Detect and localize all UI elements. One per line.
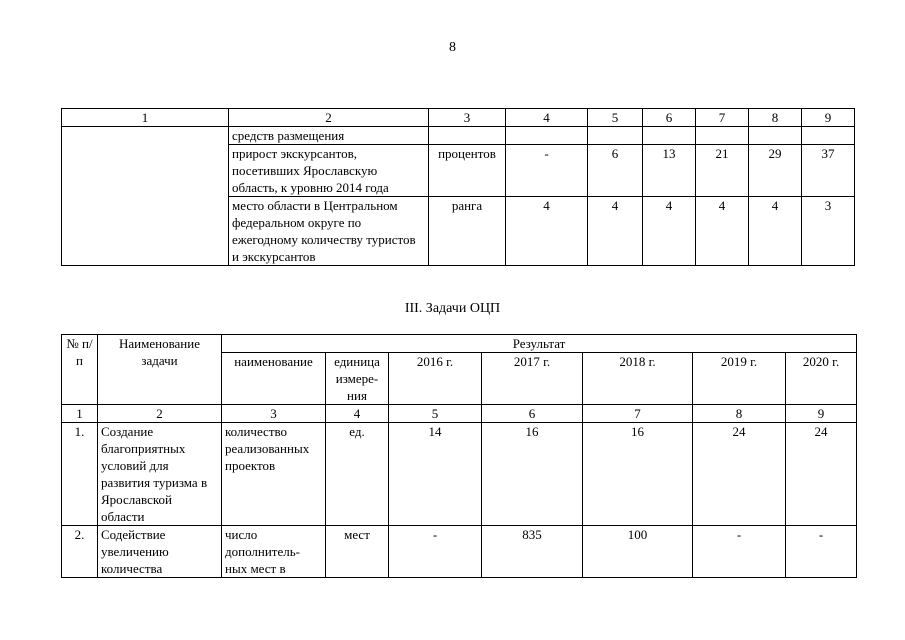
col-number: 6 [643, 109, 696, 127]
indicators-table [61, 108, 855, 266]
tasks-table [61, 334, 857, 578]
section-heading: III. Задачи ОЦП [404, 301, 501, 316]
col-number: 7 [583, 405, 693, 423]
col-number: 4 [506, 109, 588, 127]
header-year: 2019 г. [693, 353, 786, 405]
value-cell: 4 [588, 197, 643, 266]
unit-cell: ед. [326, 423, 389, 526]
col-number: 8 [693, 405, 786, 423]
empty-cell [62, 127, 229, 266]
value-cell: 29 [749, 145, 802, 197]
value-cell: - [389, 526, 482, 578]
header-result: Результат [222, 335, 857, 353]
unit-cell: ранга [429, 197, 506, 266]
value-cell [749, 127, 802, 145]
col-number: 4 [326, 405, 389, 423]
table-row [62, 526, 857, 578]
col-number: 5 [588, 109, 643, 127]
value-cell [696, 127, 749, 145]
header-year: 2020 г. [786, 353, 857, 405]
value-cell: 16 [583, 423, 693, 526]
header-year: 2017 г. [482, 353, 583, 405]
column-number-row [62, 109, 855, 127]
value-cell: 21 [696, 145, 749, 197]
header-num: № п/п [62, 335, 98, 405]
column-number-row [62, 405, 857, 423]
table-row [62, 127, 855, 145]
row-num: 2. [62, 526, 98, 578]
col-number: 6 [482, 405, 583, 423]
row-num: 1. [62, 423, 98, 526]
task-name: Содействие увеличению количества [98, 526, 222, 578]
col-number: 9 [802, 109, 855, 127]
value-cell: 4 [506, 197, 588, 266]
col-number: 8 [749, 109, 802, 127]
result-name: число дополнитель-ных мест в [222, 526, 326, 578]
value-cell [588, 127, 643, 145]
header-row [62, 335, 857, 353]
value-cell: - [506, 145, 588, 197]
col-number: 7 [696, 109, 749, 127]
task-name: Создание благоприятных условий для развития туризма в Ярославской области [98, 423, 222, 526]
result-name: количество реализованных проектов [222, 423, 326, 526]
header-name: наименование [222, 353, 326, 405]
value-cell: 835 [482, 526, 583, 578]
col-number: 2 [229, 109, 429, 127]
indicator-name: место области в Центральном федеральном округе по ежегодному количеству туристов и экскурсантов [229, 197, 429, 266]
col-number: 3 [222, 405, 326, 423]
value-cell: 4 [749, 197, 802, 266]
unit-cell [429, 127, 506, 145]
indicator-name: средств размещения [229, 127, 429, 145]
page-number: 8 [449, 40, 456, 55]
value-cell: 3 [802, 197, 855, 266]
col-number: 2 [98, 405, 222, 423]
value-cell: 4 [696, 197, 749, 266]
col-number: 5 [389, 405, 482, 423]
value-cell [643, 127, 696, 145]
col-number: 1 [62, 109, 229, 127]
indicator-name: прирост экскурсантов, посетивших Ярославскую область, к уровню 2014 года [229, 145, 429, 197]
value-cell: 100 [583, 526, 693, 578]
value-cell: 37 [802, 145, 855, 197]
value-cell: - [693, 526, 786, 578]
unit-cell: процентов [429, 145, 506, 197]
value-cell: 16 [482, 423, 583, 526]
value-cell [506, 127, 588, 145]
col-number: 9 [786, 405, 857, 423]
header-unit: единица измере-ния [326, 353, 389, 405]
value-cell: 24 [786, 423, 857, 526]
value-cell: 14 [389, 423, 482, 526]
value-cell: - [786, 526, 857, 578]
header-year: 2018 г. [583, 353, 693, 405]
header-task-name: Наименование задачи [98, 335, 222, 405]
col-number: 1 [62, 405, 98, 423]
header-year: 2016 г. [389, 353, 482, 405]
value-cell: 4 [643, 197, 696, 266]
value-cell: 6 [588, 145, 643, 197]
col-number: 3 [429, 109, 506, 127]
unit-cell: мест [326, 526, 389, 578]
table-row [62, 423, 857, 526]
value-cell: 24 [693, 423, 786, 526]
value-cell [802, 127, 855, 145]
value-cell: 13 [643, 145, 696, 197]
